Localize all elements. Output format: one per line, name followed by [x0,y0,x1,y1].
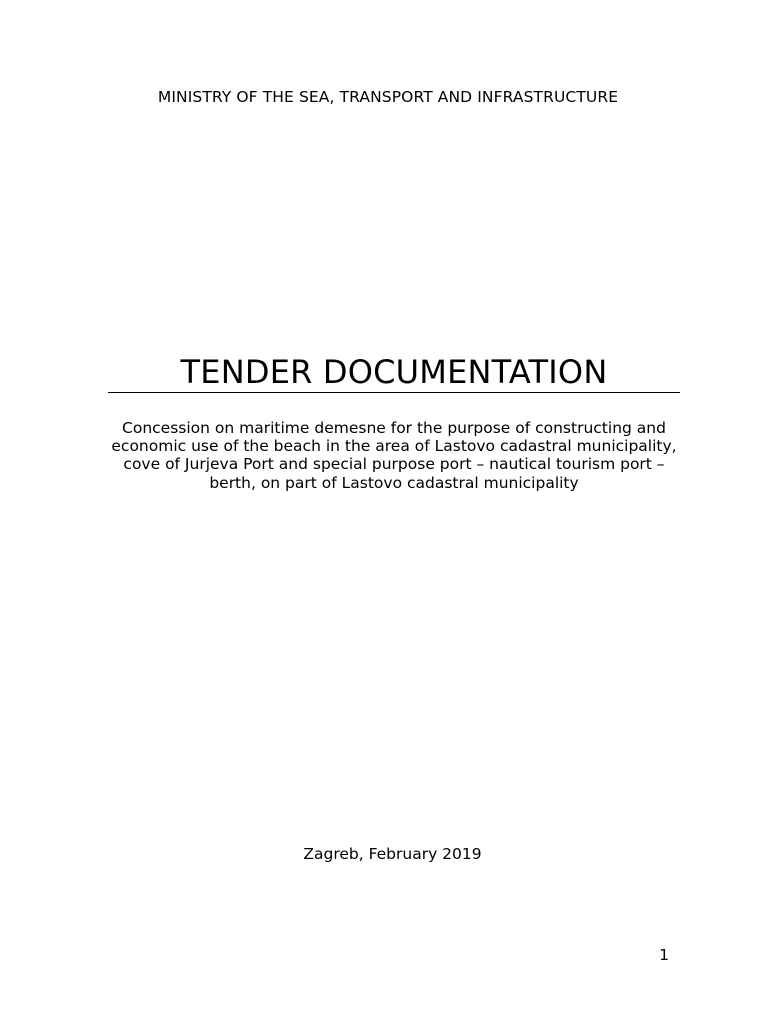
title-underline-divider [108,392,680,393]
page-number: 1 [659,946,669,964]
concession-subject-text: Concession on maritime demesne for the purpose of constructing and economic use of the beach in the area of Lastovo cadastral municipality, cove of Jurjeva Port and special purpose port – nautical tourism port – berth, on part of Lastovo cadastral municipality [111,419,677,492]
document-title: TENDER DOCUMENTATION [180,353,608,391]
ministry-heading: MINISTRY OF THE SEA, TRANSPORT AND INFRASTRUCTURE [157,88,619,106]
place-and-date: Zagreb, February 2019 [303,845,482,863]
